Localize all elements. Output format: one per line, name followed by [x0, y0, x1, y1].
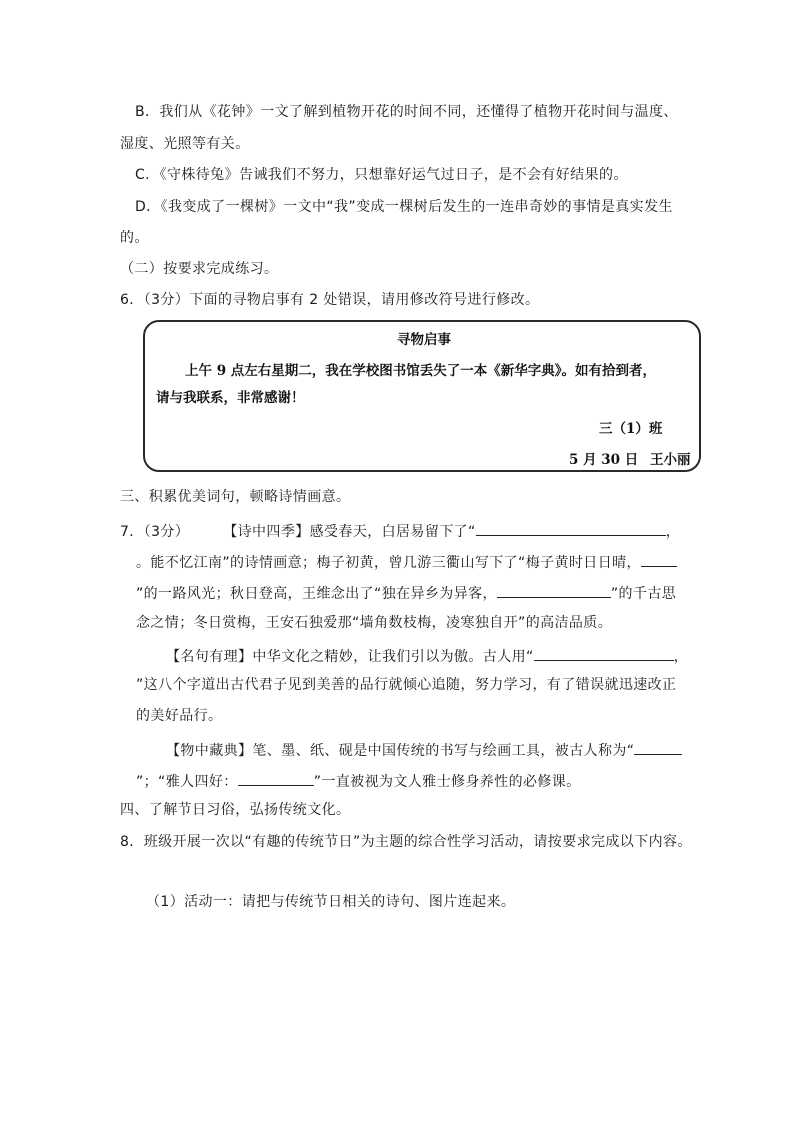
- q5-option-d-line1: D．《我变成了一棵树》一文中“我”变成一棵树后发生的一连串奇妙的事情是真实发生: [135, 199, 673, 215]
- q5-option-b-line1: B．我们从《花钟》一文了解到植物开花的时间不同，还懂得了植物开花时间与温度、: [135, 104, 678, 120]
- answer-blank-6[interactable]: [238, 769, 314, 786]
- q7-line5: [166, 644, 688, 667]
- notice-date: 5 月 30 日: [569, 452, 639, 468]
- q7-line3: [136, 581, 676, 604]
- answer-blank-4[interactable]: [534, 644, 674, 661]
- section2-subheading: （二）按要求完成练习。: [120, 261, 279, 277]
- q8-activity1: （1）活动一：请把与传统节日相关的诗句、图片连起来。: [146, 894, 516, 910]
- q7-p3-text2b: ”一直被视为文人雅士修身养性的必修课。: [313, 774, 581, 790]
- notice-signer-class: 三（1）班: [599, 421, 663, 437]
- q7-tag-objects: 【物中藏典】: [166, 743, 253, 759]
- q7-line7: 的美好品行。: [136, 708, 223, 724]
- q7-number: 7．（3分）: [120, 524, 190, 540]
- q5-option-c: C．《守株待兔》告诫我们不努力，只想靠好运气过日子，是不会有好结果的。: [135, 167, 628, 183]
- q7-line4: 念之情；冬日赏梅，王安石独爱那“墙角数枝梅，凌寒独自开”的高洁品质。: [136, 615, 613, 631]
- q6-prompt: 6．（3分）下面的寻物启事有 2 处错误，请用修改符号进行修改。: [120, 292, 540, 308]
- notice-signer-name: 王小丽: [650, 452, 691, 468]
- q5-option-d-line2: 的。: [120, 230, 149, 246]
- q7-line6: ”这八个字道出古代君子见到美善的品行就倾心追随，努力学习，有了错误就迅速改正: [136, 677, 677, 693]
- q7-line2: [136, 550, 677, 573]
- q7-p1-text3: ”的一路风光；秋日登高，王维念出了“独在异乡为异客，: [136, 586, 497, 602]
- q7-tag-proverb: 【名句有理】: [166, 649, 253, 665]
- q8-prompt: 8．班级开展一次以“有趣的传统节日”为主题的综合性学习活动，请按要求完成以下内容。: [120, 834, 692, 850]
- answer-blank-3[interactable]: [497, 581, 611, 598]
- q7-line1: [120, 519, 680, 542]
- section3-heading: 三、积累优美词句，顿略诗情画意。: [120, 489, 351, 505]
- answer-blank-1[interactable]: [476, 519, 666, 536]
- q7-p1-comma: ，: [665, 524, 681, 540]
- notice-body-line1: 上午 9 点左右星期二，我在学校图书馆丢失了一本《新华字典》。如有拾到者，: [185, 363, 657, 379]
- q7-tag-seasons: 【诗中四季】: [223, 524, 310, 540]
- q7-line9: [136, 769, 581, 792]
- q7-p2-text: 中华文化之精妙，让我们引以为傲。古人用“: [252, 649, 534, 665]
- q7-p1-text3b: ”的千古思: [610, 586, 677, 602]
- q7-p3-text2: ”；“雅人四好：: [136, 774, 238, 790]
- notice-body-line2: 请与我联系，非常感谢！: [156, 390, 305, 406]
- q7-p2-comma: ，: [673, 649, 689, 665]
- answer-blank-5[interactable]: [634, 738, 682, 755]
- section4-heading: 四、了解节日习俗，弘扬传统文化。: [120, 802, 351, 818]
- q7-p1-text: 感受春天，白居易留下了“: [309, 524, 476, 540]
- q5-option-b-line2: 湿度、光照等有关。: [120, 136, 250, 152]
- q7-p3-text: 笔、墨、纸、砚是中国传统的书写与绘画工具，被古人称为“: [252, 743, 635, 759]
- q7-line8: [166, 738, 682, 761]
- q7-p1-text2: 。能不忆江南”的诗情画意；梅子初黄，曾几游三衢山写下了“梅子黄时日日晴，: [136, 555, 641, 571]
- answer-blank-2[interactable]: [641, 550, 677, 567]
- notice-title: 寻物启事: [397, 332, 451, 348]
- lost-item-notice: [143, 320, 701, 472]
